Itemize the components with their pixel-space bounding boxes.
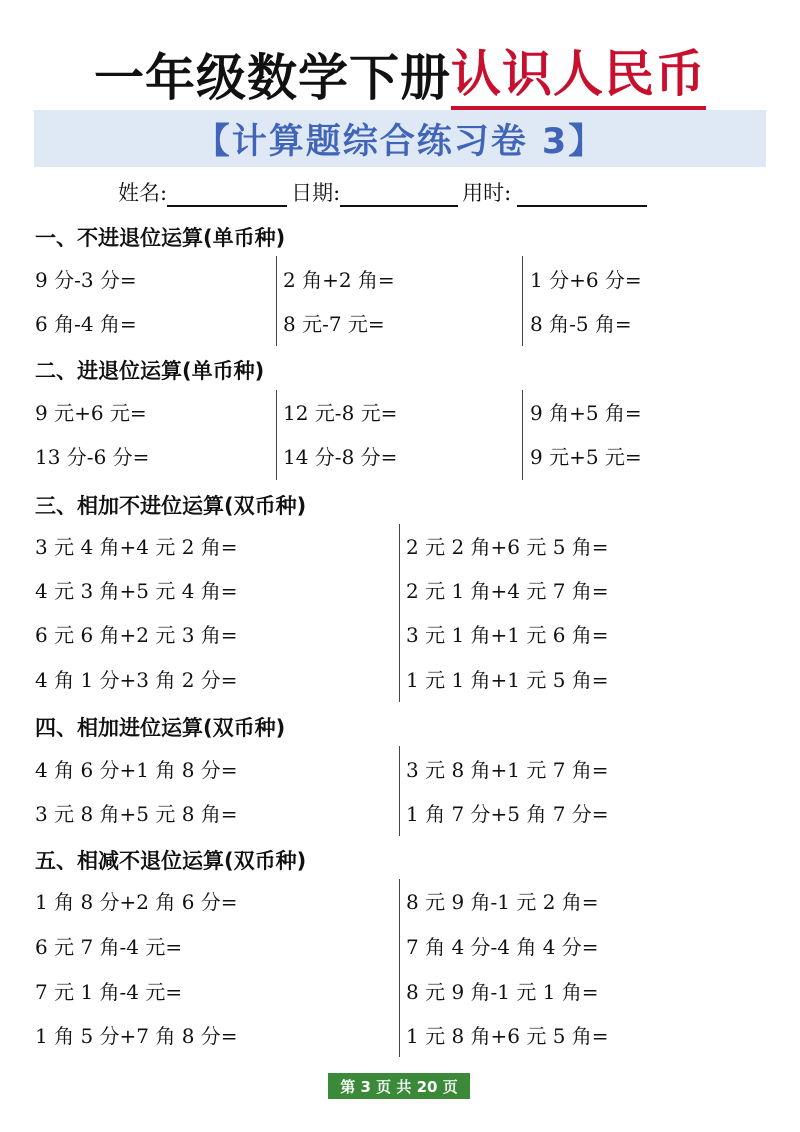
- problem: 13 分-6 分=: [35, 445, 150, 469]
- problem: 8 元-7 元=: [283, 312, 385, 336]
- column-divider: [399, 746, 400, 836]
- column-divider: [399, 524, 400, 702]
- column-divider: [522, 256, 523, 346]
- problem: 9 元+6 元=: [35, 401, 147, 425]
- problem: 6 角-4 角=: [35, 312, 137, 336]
- problem: 2 元 2 角+6 元 5 角=: [406, 535, 609, 559]
- problem: 4 角 1 分+3 角 2 分=: [35, 668, 238, 692]
- problem: 1 元 1 角+1 元 5 角=: [406, 668, 609, 692]
- date-label: 日期:: [291, 181, 341, 205]
- problem: 14 分-8 分=: [283, 445, 398, 469]
- date-field[interactable]: [340, 183, 458, 207]
- problem: 8 角-5 角=: [530, 312, 632, 336]
- section-3-title: 三、相加不进位运算(双币种): [35, 494, 307, 518]
- name-label: 姓名:: [118, 181, 168, 205]
- problem: 7 角 4 分-4 角 4 分=: [406, 935, 599, 959]
- problem: 1 角 7 分+5 角 7 分=: [406, 802, 609, 826]
- problem: 1 角 5 分+7 角 8 分=: [35, 1024, 238, 1048]
- problem: 3 元 8 角+1 元 7 角=: [406, 758, 609, 782]
- problem: 8 元 9 角-1 元 2 角=: [406, 890, 599, 914]
- problem: 1 元 8 角+6 元 5 角=: [406, 1024, 609, 1048]
- column-divider: [276, 390, 277, 480]
- section-1-title: 一、不进退位运算(单币种): [35, 226, 286, 250]
- column-divider: [276, 256, 277, 346]
- time-field[interactable]: [517, 183, 647, 207]
- problem: 6 元 6 角+2 元 3 角=: [35, 623, 238, 647]
- problem: 4 元 3 角+5 元 4 角=: [35, 579, 238, 603]
- problem: 12 元-8 元=: [283, 401, 398, 425]
- page-number-text: 第 3 页 共 20 页: [340, 1077, 458, 1096]
- problem: 9 元+5 元=: [530, 445, 642, 469]
- problem: 3 元 4 角+4 元 2 角=: [35, 535, 238, 559]
- subtitle-text: 【计算题综合练习卷 3】: [194, 121, 606, 162]
- title-part-1: 一年级数学下册: [94, 49, 451, 107]
- page-number-badge: [328, 1073, 470, 1099]
- title-part-2: 认识人民币: [451, 42, 706, 110]
- problem: 9 角+5 角=: [530, 401, 642, 425]
- column-divider: [522, 390, 523, 480]
- subtitle-banner: [34, 110, 766, 167]
- problem: 2 角+2 角=: [283, 268, 395, 292]
- problem: 4 角 6 分+1 角 8 分=: [35, 758, 238, 782]
- problem: 8 元 9 角-1 元 1 角=: [406, 980, 599, 1004]
- section-5-title: 五、相减不退位运算(双币种): [35, 849, 307, 873]
- time-label: 用时:: [462, 181, 512, 205]
- section-2-title: 二、进退位运算(单币种): [35, 359, 265, 383]
- problem: 6 元 7 角-4 元=: [35, 935, 183, 959]
- column-divider: [399, 879, 400, 1057]
- problem: 1 角 8 分+2 角 6 分=: [35, 890, 238, 914]
- problem: 2 元 1 角+4 元 7 角=: [406, 579, 609, 603]
- problem: 3 元 8 角+5 元 8 角=: [35, 802, 238, 826]
- name-field[interactable]: [167, 183, 287, 207]
- problem: 7 元 1 角-4 元=: [35, 980, 183, 1004]
- student-info-row: [118, 177, 651, 207]
- section-4-title: 四、相加进位运算(双币种): [35, 716, 286, 740]
- page-title: [0, 40, 800, 110]
- problem: 3 元 1 角+1 元 6 角=: [406, 623, 609, 647]
- problem: 9 分-3 分=: [35, 268, 137, 292]
- problem: 1 分+6 分=: [530, 268, 642, 292]
